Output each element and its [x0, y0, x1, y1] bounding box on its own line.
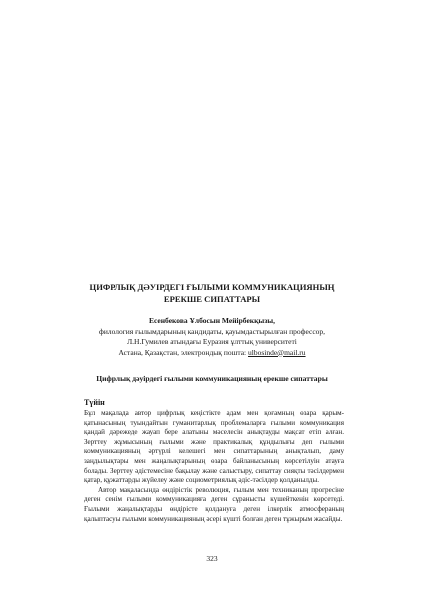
article-subtitle: Цифрлық дәуірдегі ғылыми коммуникацияның ерекше сипаттары: [96, 374, 328, 383]
abstract-heading: Түйін: [84, 398, 105, 407]
page-number: 323: [206, 554, 218, 563]
abstract-paragraph: Автор мақаласында өндірістік революция, ғылым мен техниканың прогресіне деген сенім ғылыми коммуникацияға деген сұранысты күшейткенін көрсетеді. Ғылыми жаңалықтарды өндірісте қолдануға деген ілкерлік атмосфераның қалыптасуы ғылыми коммуникацияның әсері күшті болған деген тұжырым жасайды.: [84, 485, 344, 523]
abstract-body: [84, 409, 344, 524]
title-line: ЦИФРЛЫҚ ДӘУІРДЕГІ ҒЫЛЫМИ КОММУНИКАЦИЯНЫҢ: [89, 282, 335, 292]
title-line: ЕРЕКШЕ СИПАТТАРЫ: [163, 294, 261, 304]
author-location: Астана, Қазақстан, электрондық пошта:: [118, 347, 249, 357]
author-contact: [40, 348, 384, 359]
author-email-link[interactable]: ulbosinde@mail.ru: [248, 347, 306, 357]
author-position: филология ғылымдарының кандидаты, қауымдастырылған профессор,: [98, 326, 326, 336]
author-name: Есенбекова Ұлбосын Мейірбекқызы,: [148, 316, 276, 325]
abstract-paragraph: Бұл мақалада автор цифрлық кеңістікте адам мен қоғамның өзара қарым-қатынасының туындайтын гуманитарлық проблемаларға ғылыми коммуникация қандай дәрежеде жауап бере алатыны мәселесін анықтауды мақсат етіп алған. Зерттеу жұмысының ғылыми және практикалық құндылығы деп ғылыми коммуникацияның әртүрлі келешегі мен сипаттарының анықталып, даму заңдылықтары мен жаңалықтарының өзара байланысының көрсетілуін атауға болады. Зерттеу әдістемесіне бақылау және салыстыру, сипаттау сияқты тәсілдермен қатар, құжаттарды жүйелеу және социометриялық әдіс-тәсілдер қолданылды.: [84, 409, 344, 485]
author-block: [40, 316, 384, 358]
article-title: [40, 281, 384, 305]
author-university: Л.Н.Гумилев атындағы Еуразия ұлттық университеті: [127, 337, 297, 346]
